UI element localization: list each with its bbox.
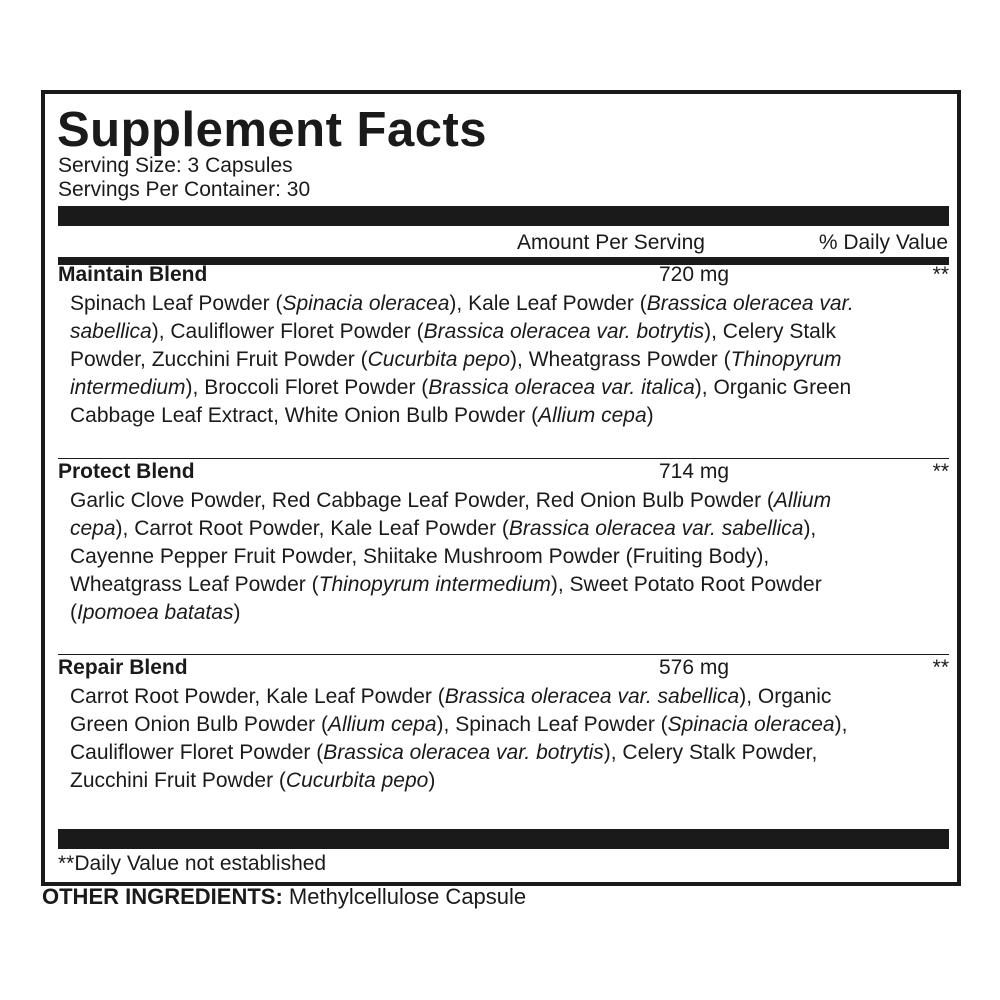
servings-per-container: Servings Per Container: 30 [58, 178, 311, 201]
ingredient-scientific-name: Allium cepa [70, 489, 832, 540]
other-ingredients-label: OTHER INGREDIENTS: [42, 884, 283, 909]
blend-name: Protect Blend [58, 460, 195, 483]
ingredient-scientific-name: Brassica oleracea var. sabellica [508, 517, 804, 540]
ingredient-scientific-name: Spinacia oleracea [667, 713, 835, 736]
ingredient-scientific-name: Brassica oleracea var. italica [428, 376, 695, 399]
ingredient-text: ), Carrot Root Powder, Kale Leaf Powder ( [115, 517, 509, 540]
ingredient-scientific-name: Allium cepa [327, 713, 437, 736]
blend-daily-value: ** [932, 460, 949, 483]
blend-ingredients [70, 683, 860, 795]
blend-ingredients [70, 290, 860, 430]
blend-name: Maintain Blend [58, 263, 208, 286]
ingredient-text: ), Sweet Potato Root Powder ( [70, 573, 822, 624]
ingredient-text: ), Organic Green Cabbage Leaf Extract, White Onion Bulb Powder ( [70, 376, 852, 427]
other-ingredients [42, 884, 526, 910]
amount-per-serving-header: Amount Per Serving [517, 231, 705, 254]
ingredient-text: ) [646, 404, 654, 427]
ingredient-text: ) [428, 769, 436, 792]
thick-divider-top [58, 206, 949, 226]
ingredient-scientific-name: Brassica oleracea var. sabellica [70, 292, 854, 343]
ingredient-text: ), Cayenne Pepper Fruit Powder, Shiitake Mushroom Powder (Fruiting Body), Wheatgrass Leaf Powder ( [70, 517, 817, 596]
blend-daily-value: ** [932, 263, 949, 286]
blend-amount: 714 mg [659, 460, 730, 483]
ingredient-text: ), Spinach Leaf Powder ( [436, 713, 668, 736]
ingredient-scientific-name: Thinopyrum intermedium [318, 573, 551, 596]
daily-value-footnote: **Daily Value not established [58, 852, 327, 875]
serving-size: Serving Size: 3 Capsules [58, 154, 293, 177]
ingredient-text: Garlic Clove Powder, Red Cabbage Leaf Powder, Red Onion Bulb Powder ( [70, 489, 774, 512]
ingredient-text: ), Cauliflower Floret Powder ( [151, 320, 424, 343]
ingredient-text: Spinach Leaf Powder ( [70, 292, 283, 315]
ingredient-scientific-name: Brassica oleracea var. botrytis [423, 320, 705, 343]
ingredient-scientific-name: Allium cepa [538, 404, 647, 427]
blend-name: Repair Blend [58, 656, 188, 679]
ingredient-text: ), Broccoli Floret Powder ( [185, 376, 429, 399]
ingredient-scientific-name: Cucurbita pepo [285, 769, 429, 792]
ingredient-text: ), Organic Green Onion Bulb Powder ( [70, 685, 832, 736]
ingredient-text: ), Celery Stalk Powder, Zucchini Fruit Powder ( [70, 741, 818, 792]
ingredient-scientific-name: Brassica oleracea var. sabellica [444, 685, 740, 708]
ingredient-text: Carrot Root Powder, Kale Leaf Powder ( [70, 685, 445, 708]
thick-divider-bottom [58, 829, 949, 849]
blend-daily-value: ** [932, 656, 949, 679]
ingredient-text: ), Kale Leaf Powder ( [449, 292, 647, 315]
supplement-facts-panel [41, 90, 961, 886]
blend-amount: 720 mg [659, 263, 730, 286]
ingredient-scientific-name: Thinopyrum intermedium [70, 348, 842, 399]
blend-ingredients [70, 487, 860, 627]
ingredient-text: ), Wheatgrass Powder ( [510, 348, 731, 371]
ingredient-scientific-name: Spinacia oleracea [282, 292, 450, 315]
ingredient-text: ), Celery Stalk Powder, Zucchini Fruit Powder ( [70, 320, 837, 371]
panel-title: Supplement Facts [57, 103, 488, 157]
daily-value-header: % Daily Value [818, 231, 948, 254]
other-ingredients-value: Methylcellulose Capsule [288, 884, 527, 909]
blend-amount: 576 mg [659, 656, 730, 679]
ingredient-text: ) [233, 601, 241, 624]
ingredient-scientific-name: Ipomoea batatas [77, 601, 234, 624]
ingredient-text: ), Cauliflower Floret Powder ( [70, 713, 848, 764]
row-divider [58, 654, 949, 655]
ingredient-scientific-name: Cucurbita pepo [367, 348, 511, 371]
ingredient-scientific-name: Brassica oleracea var. botrytis [323, 741, 604, 764]
